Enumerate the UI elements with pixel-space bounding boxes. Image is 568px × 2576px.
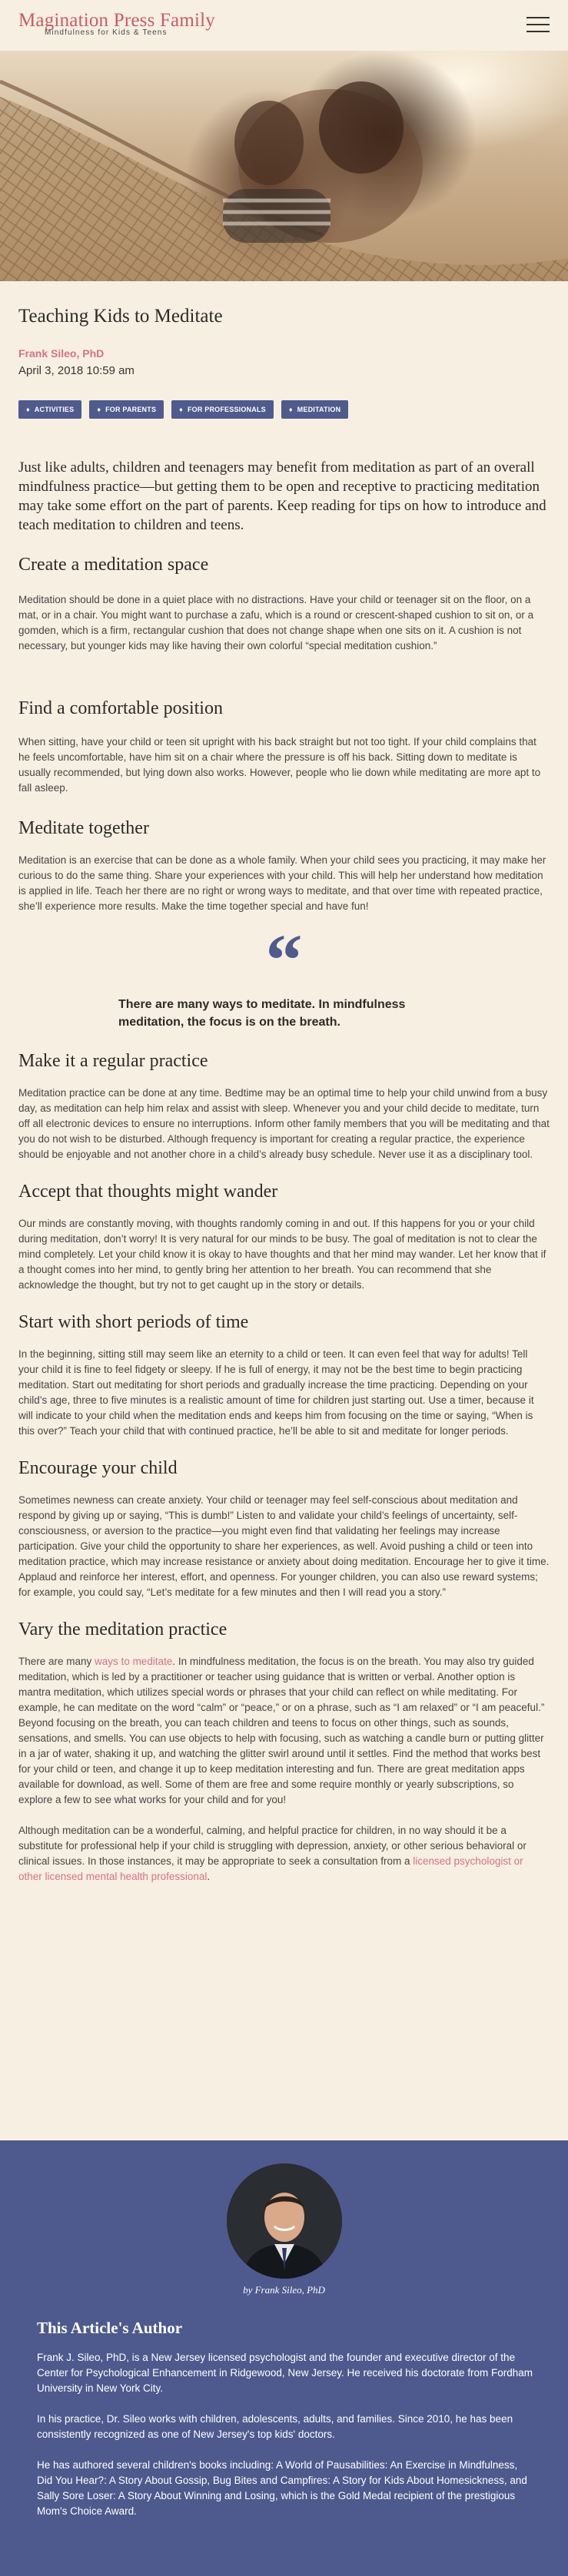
- section-body: In the beginning, sitting still may seem like an eternity to a child or teen. It can even feel that way for adults! Tell your child it is fine to feel fidgety or sleepy. If he is full of energy, it may not be the best time to begin practicing meditation. Start out meditating for short periods and gradually increase the time practicing. Depending on your child’s age, three to five minutes is a realistic amount of time for children just starting out. Use a timer, because it will indicate to your child when the meditation ends and keeps him from focusing on the time or saying, “When is this over?” Teach your child that with continued practice, he’ll be able to sit and meditate for longer periods.: [18, 1348, 534, 1437]
- author-byline: by Frank Sileo, PhD: [243, 2284, 325, 2296]
- section-body: When sitting, have your child or teen sit upright with his back straight but not too tight. If your child complains that he feels uncomfortable, have him sit on a chair where the pressure is off his back. Sitting down to meditate is usually recommended, but lying down also works. However, people who lie down while meditating are more apt to fall asleep.: [18, 736, 541, 794]
- author-section-title: This Article's Author: [37, 2319, 183, 2337]
- hamburger-menu-icon[interactable]: [526, 17, 550, 32]
- section-body: Meditation should be done in a quiet place with no distractions. Have your child or teenager sit on the floor, on a mat, or in a chair. You might want to purchase a zafu, which is a round or crescent-shaped cushion to sit on, or a gomden, which is a firm, rectangular cushion that does not change shape when one sits on it. A cushion is not necessary, but younger kids may like having their own colorful “special meditation cushion.”: [18, 594, 534, 651]
- section-heading: Make it a regular practice: [18, 1051, 208, 1071]
- pull-quote: [18, 919, 550, 1031]
- tag-meditation[interactable]: [281, 400, 348, 419]
- section-heading: Encourage your child: [18, 1458, 178, 1478]
- section-body: Meditation practice can be done at any time. Bedtime may be an optimal time to help your child unwind from a busy day, as meditation can help him relax and assist with sleep. Whenever you and your child decide to meditate, turn off all electronic devices to ensure no interruptions. Inform other family members that you will be meditating and that you do not wish to be disturbed. Although frequency is important for creating a regular practice, the experience should be enjoyable and not another chore in a child’s already busy schedule. Never use it as a disciplinary tool.: [18, 1087, 550, 1160]
- body-text: There are many: [18, 1656, 95, 1667]
- tag-label: FOR PARENTS: [105, 406, 157, 413]
- tag-for-parents[interactable]: [89, 400, 164, 419]
- section-heading: Meditate together: [18, 818, 149, 838]
- tag-label: FOR PROFESSIONALS: [187, 406, 266, 413]
- article-date: April 3, 2018 10:59 am: [18, 364, 135, 377]
- section-heading: Start with short periods of time: [18, 1312, 249, 1332]
- article: [0, 306, 568, 1885]
- site-header: [0, 0, 568, 51]
- article-lead: Just like adults, children and teenagers may benefit from meditation as part of an overall mindfulness practice—but getting them to be open and receptive to practicing meditation may take some effort on the part of parents. Keep reading for tips on how to introduce and teach meditation to children and teens.: [18, 459, 546, 533]
- site-logo[interactable]: [18, 11, 215, 37]
- tag-dot-icon: ♦: [288, 406, 293, 413]
- logo-main-text: Magination Press Family: [18, 10, 215, 31]
- section-heading: Accept that thoughts might wander: [18, 1182, 278, 1202]
- author-bio-paragraph: Frank J. Sileo, PhD, is a New Jersey licensed psychologist and the founder and executive director of the Center for Psychological Enhancement in Ridgewood, New Jersey. He received his doctorate from Fordham University in New York City.: [37, 2352, 533, 2394]
- author-section: [0, 2140, 568, 2576]
- quote-icon: “: [265, 919, 303, 1001]
- section-heading: Find a comfortable position: [18, 698, 223, 718]
- author-bio-paragraph: He has authored several children's books including: A World of Pausabilities: An Exercise in Mindfulness, Did You Hear?: A Story About Gossip, Bug Bites and Campfires: A Story for Kids About Homesickness, and Sally Sore Loser: A Story About Winning and Losing, which is the Gold Medal recipient of the prestigious Mom's Choice Award.: [37, 2459, 527, 2517]
- tag-activities[interactable]: [18, 400, 81, 419]
- tag-dot-icon: ♦: [97, 406, 101, 413]
- author-portrait: [227, 2163, 342, 2279]
- section-heading: Vary the meditation practice: [18, 1620, 228, 1639]
- section-body: Meditation is an exercise that can be done as a whole family. When your child sees you practicing, it may make her curious to do the same thing. Share your experiences with your child. This will help her understand how meditation is applied in life. Teach her there are no right or wrong ways to meditate, and that over time with repeated practice, she’ll experience more results. Make the time together special and have fun!: [18, 854, 546, 912]
- tag-dot-icon: ♦: [179, 406, 183, 413]
- tag-dot-icon: ♦: [26, 406, 30, 413]
- author-avatar: [227, 2163, 342, 2279]
- section-body: Our minds are constantly moving, with thoughts randomly coming in and out. If this happens for you or your child during meditation, don’t worry! It is very natural for our minds to be busy. The goal of meditation is not to clear the mind completely. Let your child know it is okay to have thoughts and that her mind may wander. Let her know that if a thought comes into her mind, to gently bring her attention to her breath. You can recommend that she acknowledge the thought, but try not to get caught up in the story or details.: [18, 1218, 546, 1291]
- section-body: Sometimes newness can create anxiety. Your child or teenager may feel self-conscious about meditation and respond by giving up or saying, “This is dumb!” Listen to and validate your child’s feelings of uncertainty, self-consciousness, or aversion to the practice—you might even find that validating her feelings may increase participation. Give your child the opportunity to share her experiences, as well. Avoid pushing a child or teen into meditation practice, which may increase resistance or anxiety about doing meditation. Encourage her to give it time. Applaud and reinforce her interest, effort, and openness. For younger children, you can also use reward systems; for example, you could say, “Let’s meditate for a few minutes and then I will read you a story.”: [18, 1494, 550, 1598]
- article-author-link[interactable]: Frank Sileo, PhD: [18, 347, 105, 360]
- author-bio-paragraph: In his practice, Dr. Sileo works with children, adolescents, adults, and families. Since 2010, he has been consistently recognized as one of New Jersey's top kids' doctors.: [37, 2413, 513, 2440]
- hammock-illustration: [0, 51, 568, 281]
- logo-tagline: Mindfulness for Kids & Teens: [45, 28, 168, 37]
- licensed-psychologist-link[interactable]: licensed psychologist or other licensed mental health professional: [18, 1855, 523, 1882]
- tag-for-professionals[interactable]: [171, 400, 274, 419]
- pull-quote-text: There are many ways to meditate. In mindfulness meditation, the focus is on the breath.: [118, 998, 406, 1029]
- body-text: Although meditation can be a wonderful, calming, and helpful practice for children, in no way should it be a substitute for professional help if your child is struggling with depression, anxiety, or other serious behavioral or clinical issues. In those instances, it may be appropriate to seek a consultation from a: [18, 1825, 526, 1867]
- tag-list: [18, 400, 550, 419]
- section-heading: Create a meditation space: [18, 555, 209, 575]
- tag-label: MEDITATION: [297, 406, 341, 413]
- closing-paragraph: [18, 1823, 550, 1885]
- author-bio: [37, 2350, 535, 2535]
- ways-to-meditate-link[interactable]: ways to meditate: [95, 1656, 173, 1667]
- tag-label: ACTIVITIES: [34, 406, 75, 413]
- body-text: . In mindfulness meditation, the focus is on the breath. You may also try guided meditation, which is led by a practitioner or teacher using guidance that is written or verbal. Another option is mantra meditation, which utilizes special words or phrases that your child can reflect on while meditating. For example, he can meditate on the word “calm” or “peace,” or on a phrase, such as “I am relaxed” or “I am peaceful.” Beyond focusing on the breath, you can teach children and teens to focus on other things, such as sounds, sensations, and smells. You can use objects to help with focusing, such as watching a candle burn or putting glitter in a jar of water, shaking it up, and watching the glitter swirl around until it settles. Find the method that works best for your child or teen, and change it up to keep meditation interesting and fun. There are great meditation apps available for download, as well. Some of them are free and some require monthly or yearly subscriptions, so explore a few to see what works for your child and for you!: [18, 1656, 545, 1805]
- section-body: [18, 1654, 550, 1808]
- article-title: Teaching Kids to Meditate: [18, 306, 223, 327]
- body-text: .: [207, 1871, 211, 1882]
- hero-image: [0, 51, 568, 281]
